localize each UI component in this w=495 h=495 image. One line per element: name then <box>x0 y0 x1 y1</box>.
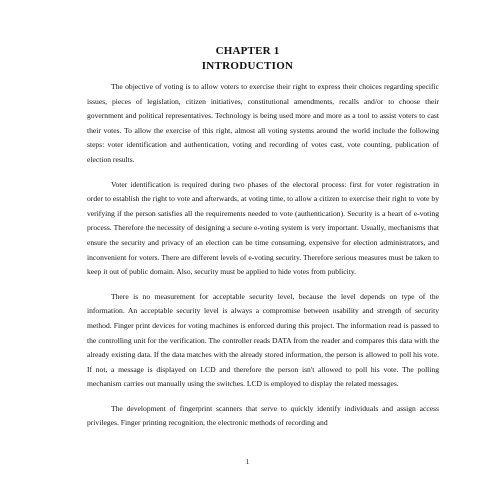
page-number: 1 <box>245 458 250 466</box>
paragraph-security-level: There is no measurement for acceptable security level, because the level depends on type of the information. An acceptable security level is always a compromise between usability and strength of security method. Finger print devices for voting machines is enforced during this project. The information read is passed to the controlling unit for the verification. The controller reads DATA from the reader and compares this data with the already existing data. If the data matches with the already stored information, the person is allowed to poll his vote. If not, a message is displayed on LCD and therefore the person isn't allowed to poll his vote. The polling mechanism carries out manually using the switches. LCD is employed to display the related messages. <box>87 291 439 389</box>
paragraph-voting-objective: The objective of voting is to allow voters to exercise their right to express their choices regarding specific issues, pieces of legislation, citizen initiatives, constitutional amendments, recalls and/or to choose their government and political representatives. Technology is being used more and more as a tool to assist voters to cast their votes. To allow the exercise of this right, almost all voting systems around the world include the following steps: voter identification and authentication, voting and recording of votes cast, vote counting, publication of election results. <box>87 82 439 164</box>
chapter-heading: CHAPTER 1 <box>215 45 280 57</box>
paragraph-voter-identification: Voter identification is required during two phases of the electoral process: first for voter registration in order to establish the right to vote and afterwards, at voting time, to allow a citizen to exercise their right to vote by verifying if the person satisfies all the requirements needed to vote (authentication). Security is a heart of e-voting process. Therefore the necessity of designing a secure e-voting system is very important. Usually, mechanisms that ensure the security and privacy of an election can be time consuming, expensive for election administrators, and inconvenient for voters. There are different levels of e-voting security. Therefore serious measures must be taken to keep it out of public domain. Also, security must be applied to hide votes from publicity. <box>87 179 439 277</box>
chapter-title: INTRODUCTION <box>201 60 294 72</box>
document-body <box>87 80 439 441</box>
paragraph-fingerprint-development: The development of fingerprint scanners that serve to quickly identify individuals and assign access privileges. Finger printing recognition, the electronic methods of recording and <box>87 403 439 428</box>
